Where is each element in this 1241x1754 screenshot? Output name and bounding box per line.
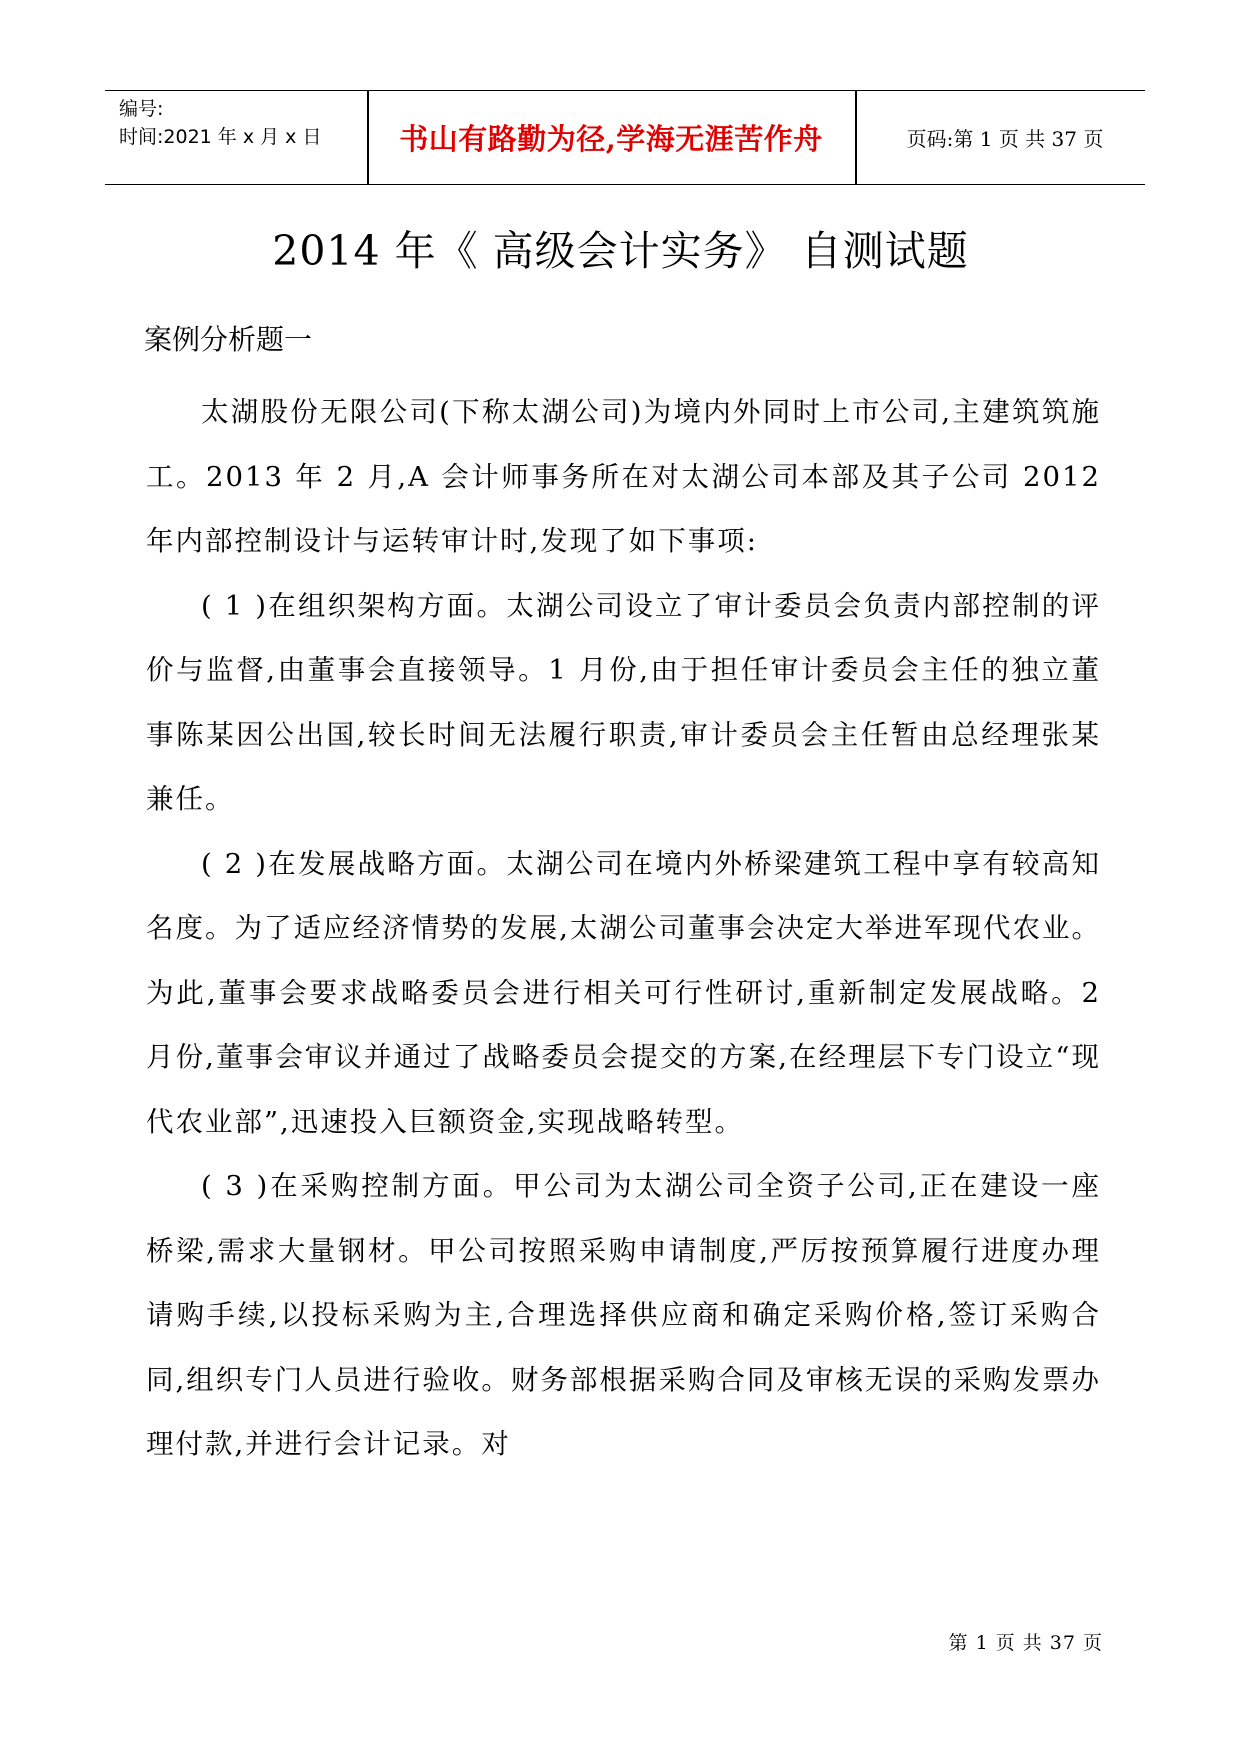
header-motto: 书山有路勤为径,学海无涯苦作舟	[399, 122, 823, 156]
document-time-label: 时间:2021 年 x 月 x 日	[119, 126, 322, 148]
header-divider-right	[855, 91, 857, 184]
document-body	[146, 380, 1101, 1477]
page-header	[105, 90, 1145, 185]
header-page-code: 页码:第 1 页 共 37 页	[906, 127, 1104, 151]
paragraph-item-3: ( 3 )在采购控制方面。甲公司为太湖公司全资子公司,正在建设一座桥梁,需求大量钢材。甲公司按照采购申请制度,严厉按预算履行进度办理请购手续,以投标采购为主,合理选择供应商和确定采购价格,签订采购合同,组织专门人员进行验收。财务部根据采购合同及审核无误的采购发票办理付款,并进行会计记录。对	[146, 1170, 1101, 1460]
section-title: 案例分析题一	[144, 323, 313, 356]
page-footer: 第 1 页 共 37 页	[948, 1632, 1103, 1654]
paragraph-intro: 太湖股份无限公司(下称太湖公司)为境内外同时上市公司,主建筑筑施工。2013 年 2 月,A 会计师事务所在对太湖公司本部及其子公司 2012 年内部控制设计与运转审计时,发现了如下事项:	[146, 396, 1101, 557]
header-meta	[119, 95, 321, 151]
paragraph-item-1: ( 1 )在组织架构方面。太湖公司设立了审计委员会负责内部控制的评价与监督,由董事会直接领导。1 月份,由于担任审计委员会主任的独立董事陈某因公出国,较长时间无法履行职责,审计委员会主任暂由总经理张某兼任。	[146, 589, 1101, 815]
paragraph-item-2: ( 2 )在发展战略方面。太湖公司在境内外桥梁建筑工程中享有较高知名度。为了适应经济情势的发展,太湖公司董事会决定大举进军现代农业。为此,董事会要求战略委员会进行相关可行性研讨,重新制定发展战略。2 月份,董事会审议并通过了战略委员会提交的方案,在经理层下专门设立“现代农业部”,迅速投入巨额资金,实现战略转型。	[146, 847, 1101, 1138]
document-number-label: 编号:	[119, 98, 164, 120]
document-title: 2014 年《 高级会计实务》 自测试题	[272, 227, 969, 275]
